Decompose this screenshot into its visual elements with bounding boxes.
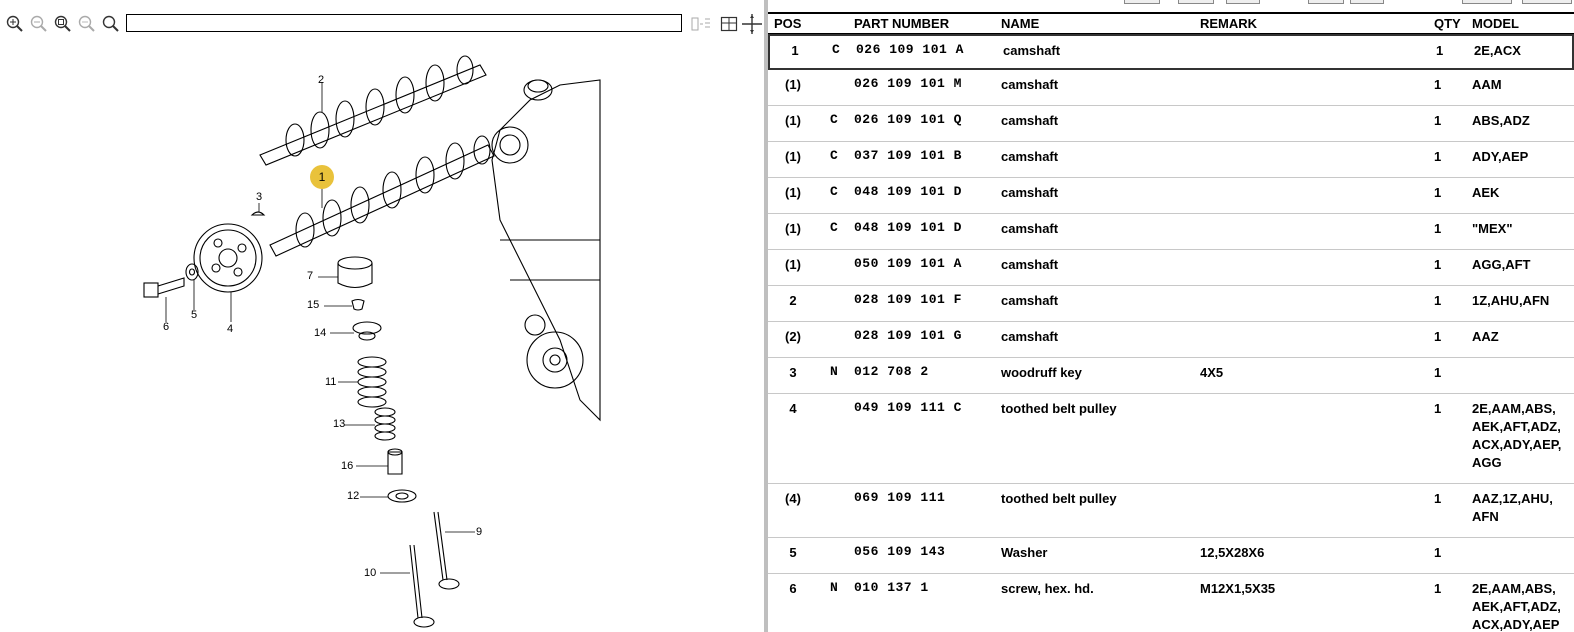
callout-10[interactable]: 10 <box>364 567 377 579</box>
model-cell: 2E,AAM,ABS, AEK,AFT,ADZ, ACX,ADY,AEP, AGG <box>1472 401 1562 470</box>
column-header-pos[interactable]: POS <box>774 16 802 31</box>
table-row[interactable] <box>768 178 1574 214</box>
name-cell: camshaft <box>1001 221 1059 236</box>
flag-cell: N <box>830 580 839 595</box>
qty-cell: 1 <box>1434 581 1442 596</box>
table-row[interactable] <box>768 574 1574 632</box>
window-view-button[interactable] <box>718 13 739 34</box>
search-button[interactable] <box>100 13 121 34</box>
table-row[interactable] <box>768 358 1574 394</box>
callout-14[interactable]: 14 <box>314 327 327 339</box>
name-cell: woodruff key <box>1001 365 1082 380</box>
name-cell: camshaft <box>1003 43 1061 58</box>
list-view-icon <box>691 15 711 33</box>
model-cell: 2E,ACX <box>1474 43 1521 58</box>
model-cell: AEK <box>1472 185 1500 200</box>
callout-4[interactable]: 4 <box>227 323 234 335</box>
model-cell: AAZ <box>1472 329 1499 344</box>
qty-cell: 1 <box>1434 401 1442 416</box>
qty-cell: 1 <box>1434 113 1442 128</box>
zoom-out-icon <box>30 15 48 33</box>
pos-cell: 1 <box>791 43 799 58</box>
toolbar-stub-button[interactable] <box>1462 0 1512 4</box>
table-row[interactable] <box>768 538 1574 574</box>
callout-1-selected[interactable]: 1 <box>310 165 334 189</box>
part-number-cell: 012 708 2 <box>854 364 929 379</box>
callout-3[interactable]: 3 <box>256 191 263 203</box>
column-header-name[interactable]: NAME <box>1001 16 1040 31</box>
model-cell: 1Z,AHU,AFN <box>1472 293 1550 308</box>
qty-cell: 1 <box>1434 329 1442 344</box>
toolbar-stub-button[interactable] <box>1124 0 1160 4</box>
callout-16[interactable]: 16 <box>341 460 354 472</box>
pos-cell: 4 <box>789 401 797 416</box>
callout-5[interactable]: 5 <box>191 309 198 321</box>
zoom-100-icon <box>78 15 96 33</box>
part-number-cell: 069 109 111 <box>854 490 946 505</box>
pos-cell: 6 <box>789 581 797 596</box>
toolbar-stub-button[interactable] <box>1226 0 1260 4</box>
qty-cell: 1 <box>1434 293 1442 308</box>
name-cell: camshaft <box>1001 185 1059 200</box>
qty-cell: 1 <box>1434 185 1442 200</box>
table-row[interactable] <box>768 286 1574 322</box>
qty-cell: 1 <box>1434 77 1442 92</box>
flag-cell: N <box>830 364 839 379</box>
callout-15[interactable]: 15 <box>307 299 320 311</box>
window-view-icon <box>720 15 738 33</box>
search-icon <box>102 15 120 33</box>
model-cell: "MEX" <box>1472 221 1513 236</box>
part-number-cell: 037 109 101 B <box>854 148 962 163</box>
flag-cell: C <box>830 184 839 199</box>
pos-cell: (2) <box>785 329 801 344</box>
table-row[interactable] <box>768 250 1574 286</box>
zoom-out-button[interactable] <box>28 13 49 34</box>
qty-cell: 1 <box>1434 221 1442 236</box>
part-number-cell: 048 109 101 D <box>854 220 962 235</box>
toolbar-stub-button[interactable] <box>1522 0 1572 4</box>
table-row[interactable] <box>768 142 1574 178</box>
callout-12[interactable]: 12 <box>347 490 360 502</box>
pos-cell: (1) <box>785 77 801 92</box>
qty-cell: 1 <box>1434 257 1442 272</box>
pos-cell: (4) <box>785 491 801 506</box>
name-cell: toothed belt pulley <box>1001 491 1117 506</box>
name-cell: camshaft <box>1001 113 1059 128</box>
search-input[interactable] <box>126 14 682 32</box>
flag-cell: C <box>830 112 839 127</box>
column-header-part-number[interactable]: PART NUMBER <box>854 16 950 31</box>
remark-cell: 12,5X28X6 <box>1200 545 1265 560</box>
qty-cell: 1 <box>1434 365 1442 380</box>
model-cell: AAM <box>1472 77 1502 92</box>
pos-cell: (1) <box>785 185 801 200</box>
table-row[interactable] <box>768 484 1574 538</box>
diagram-toolbar <box>0 12 764 36</box>
model-cell: AGG,AFT <box>1472 257 1531 272</box>
zoom-rect-icon <box>54 15 72 33</box>
pos-cell: (1) <box>785 149 801 164</box>
table-row[interactable] <box>768 70 1574 106</box>
name-cell: camshaft <box>1001 77 1059 92</box>
pos-cell: 3 <box>789 365 797 380</box>
table-row[interactable] <box>768 322 1574 358</box>
qty-cell: 1 <box>1434 545 1442 560</box>
part-number-cell: 056 109 143 <box>854 544 946 559</box>
list-view-button[interactable] <box>690 13 711 34</box>
callout-6[interactable]: 6 <box>163 321 170 333</box>
qty-cell: 1 <box>1434 491 1442 506</box>
part-number-cell: 049 109 111 C <box>854 400 962 415</box>
callout-7[interactable]: 7 <box>307 270 314 282</box>
model-cell: ABS,ADZ <box>1472 113 1530 128</box>
pos-cell: 5 <box>789 545 797 560</box>
column-header-remark[interactable]: REMARK <box>1200 16 1258 31</box>
pos-cell: (1) <box>785 113 801 128</box>
remark-cell: M12X1,5X35 <box>1200 581 1276 596</box>
part-number-cell: 028 109 101 G <box>854 328 962 343</box>
part-number-cell: 028 109 101 F <box>854 292 962 307</box>
part-number-cell: 050 109 101 A <box>854 256 962 271</box>
remark-cell: 4X5 <box>1200 365 1224 380</box>
name-cell: camshaft <box>1001 257 1059 272</box>
name-cell: Washer <box>1001 545 1048 560</box>
part-number-cell: 026 109 101 M <box>854 76 962 91</box>
pos-cell: (1) <box>785 221 801 236</box>
flag-cell: C <box>832 42 841 57</box>
part-number-cell: 048 109 101 D <box>854 184 962 199</box>
crosshair-button[interactable] <box>741 13 762 34</box>
toolbar-stub-button[interactable] <box>1178 0 1214 4</box>
zoom-rect-button[interactable] <box>52 13 73 34</box>
name-cell: toothed belt pulley <box>1001 401 1117 416</box>
name-cell: camshaft <box>1001 293 1059 308</box>
flag-cell: C <box>830 148 839 163</box>
name-cell: screw, hex. hd. <box>1001 581 1094 596</box>
part-number-cell: 026 109 101 Q <box>854 112 962 127</box>
callout-13[interactable]: 13 <box>333 418 346 430</box>
model-cell: AAZ,1Z,AHU, AFN <box>1472 491 1553 524</box>
pos-cell: 2 <box>789 293 797 308</box>
callout-11[interactable]: 11 <box>325 376 337 388</box>
table-header <box>768 12 1574 34</box>
callout-9[interactable]: 9 <box>476 526 483 538</box>
toolbar-stub-button[interactable] <box>1350 0 1384 4</box>
flag-cell: C <box>830 220 839 235</box>
zoom-in-icon <box>6 15 24 33</box>
parts-list-pane <box>768 0 1574 632</box>
name-cell: camshaft <box>1001 329 1059 344</box>
table-row[interactable] <box>768 34 1574 70</box>
qty-cell: 1 <box>1434 149 1442 164</box>
model-cell: ADY,AEP <box>1472 149 1529 164</box>
crosshair-icon <box>742 14 762 34</box>
table-row[interactable] <box>768 106 1574 142</box>
top-toolbar-strip <box>768 0 1574 8</box>
part-number-cell: 010 137 1 <box>854 580 929 595</box>
column-header-qty[interactable]: QTY <box>1434 16 1461 31</box>
qty-cell: 1 <box>1436 43 1444 58</box>
toolbar-stub-button[interactable] <box>1308 0 1344 4</box>
table-row[interactable] <box>768 214 1574 250</box>
camshaft-assembly-drawing <box>120 40 610 630</box>
pos-cell: (1) <box>785 257 801 272</box>
model-cell: 2E,AAM,ABS, AEK,AFT,ADZ, ACX,ADY,AEP <box>1472 581 1561 632</box>
table-row[interactable] <box>768 394 1574 484</box>
exploded-parts-diagram[interactable] <box>120 40 610 630</box>
part-number-cell: 026 109 101 A <box>856 42 964 57</box>
column-header-model[interactable]: MODEL <box>1472 16 1519 31</box>
name-cell: camshaft <box>1001 149 1059 164</box>
zoom-100-button[interactable] <box>76 13 97 34</box>
callout-2[interactable]: 2 <box>318 74 325 86</box>
zoom-in-button[interactable] <box>4 13 25 34</box>
diagram-pane <box>0 0 764 632</box>
